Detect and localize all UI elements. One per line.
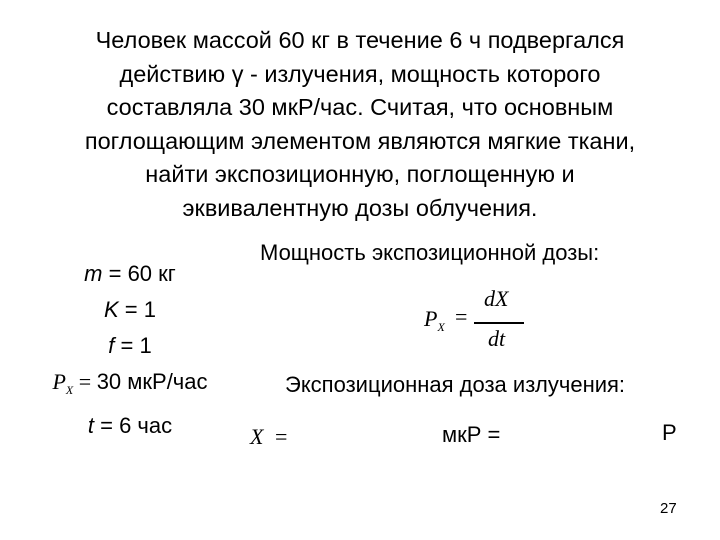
- given-time-symbol: t: [87, 413, 94, 438]
- given-k: [20, 292, 240, 328]
- problem-line: найти экспозиционную, поглощенную и: [145, 161, 575, 188]
- given-power-value: 30 мкР/час: [96, 369, 208, 394]
- given-power-equals: =: [73, 369, 97, 394]
- given-mass-value: = 60 кг: [102, 261, 176, 286]
- page-number: 27: [660, 500, 677, 517]
- formula1-lhs-symbol: P: [424, 306, 438, 331]
- problem-line: эквивалентную дозы облучения.: [182, 194, 538, 221]
- formula2-unit-mkr: мкР =: [442, 422, 501, 447]
- exposure-power-heading: Мощность экспозиционной дозы:: [260, 240, 600, 265]
- formula1-numerator: dX: [484, 286, 509, 311]
- given-k-value: = 1: [118, 297, 156, 322]
- formula1-lhs: [424, 306, 445, 335]
- given-power-symbol: P: [52, 369, 66, 394]
- given-values: [20, 256, 240, 444]
- problem-line: Человек массой 60 кг в течение 6 ч подвергался: [95, 27, 625, 53]
- formula1-denominator: dt: [488, 326, 506, 351]
- given-power: [20, 364, 240, 408]
- formula2-lhs: X: [250, 424, 264, 449]
- given-mass-symbol: m: [84, 261, 103, 286]
- given-f-value: = 1: [114, 333, 152, 358]
- given-f-symbol: f: [108, 333, 115, 358]
- given-k-symbol: K: [104, 297, 119, 322]
- problem-line: поглощающим элементом являются мягкие ткани,: [84, 127, 636, 154]
- given-mass: [20, 256, 240, 292]
- problem-line: составляла 30 мкР/час. Считая, что основным: [106, 94, 614, 121]
- fraction-bar: [474, 322, 524, 324]
- exposure-dose-heading: Экспозиционная доза излучения:: [285, 372, 626, 397]
- given-f: [20, 328, 240, 364]
- formula2-unit-r: Р: [662, 420, 677, 445]
- given-power-subscript: X: [65, 383, 74, 397]
- formula1-lhs-subscript: X: [437, 320, 445, 334]
- formula2-equals: =: [275, 424, 288, 449]
- problem-line: действию γ - излучения, мощность которого: [119, 60, 601, 87]
- given-time-value: = 6 час: [94, 413, 173, 438]
- problem-statement: [30, 24, 690, 226]
- given-time: [20, 408, 240, 444]
- formula1-equals: =: [455, 304, 468, 329]
